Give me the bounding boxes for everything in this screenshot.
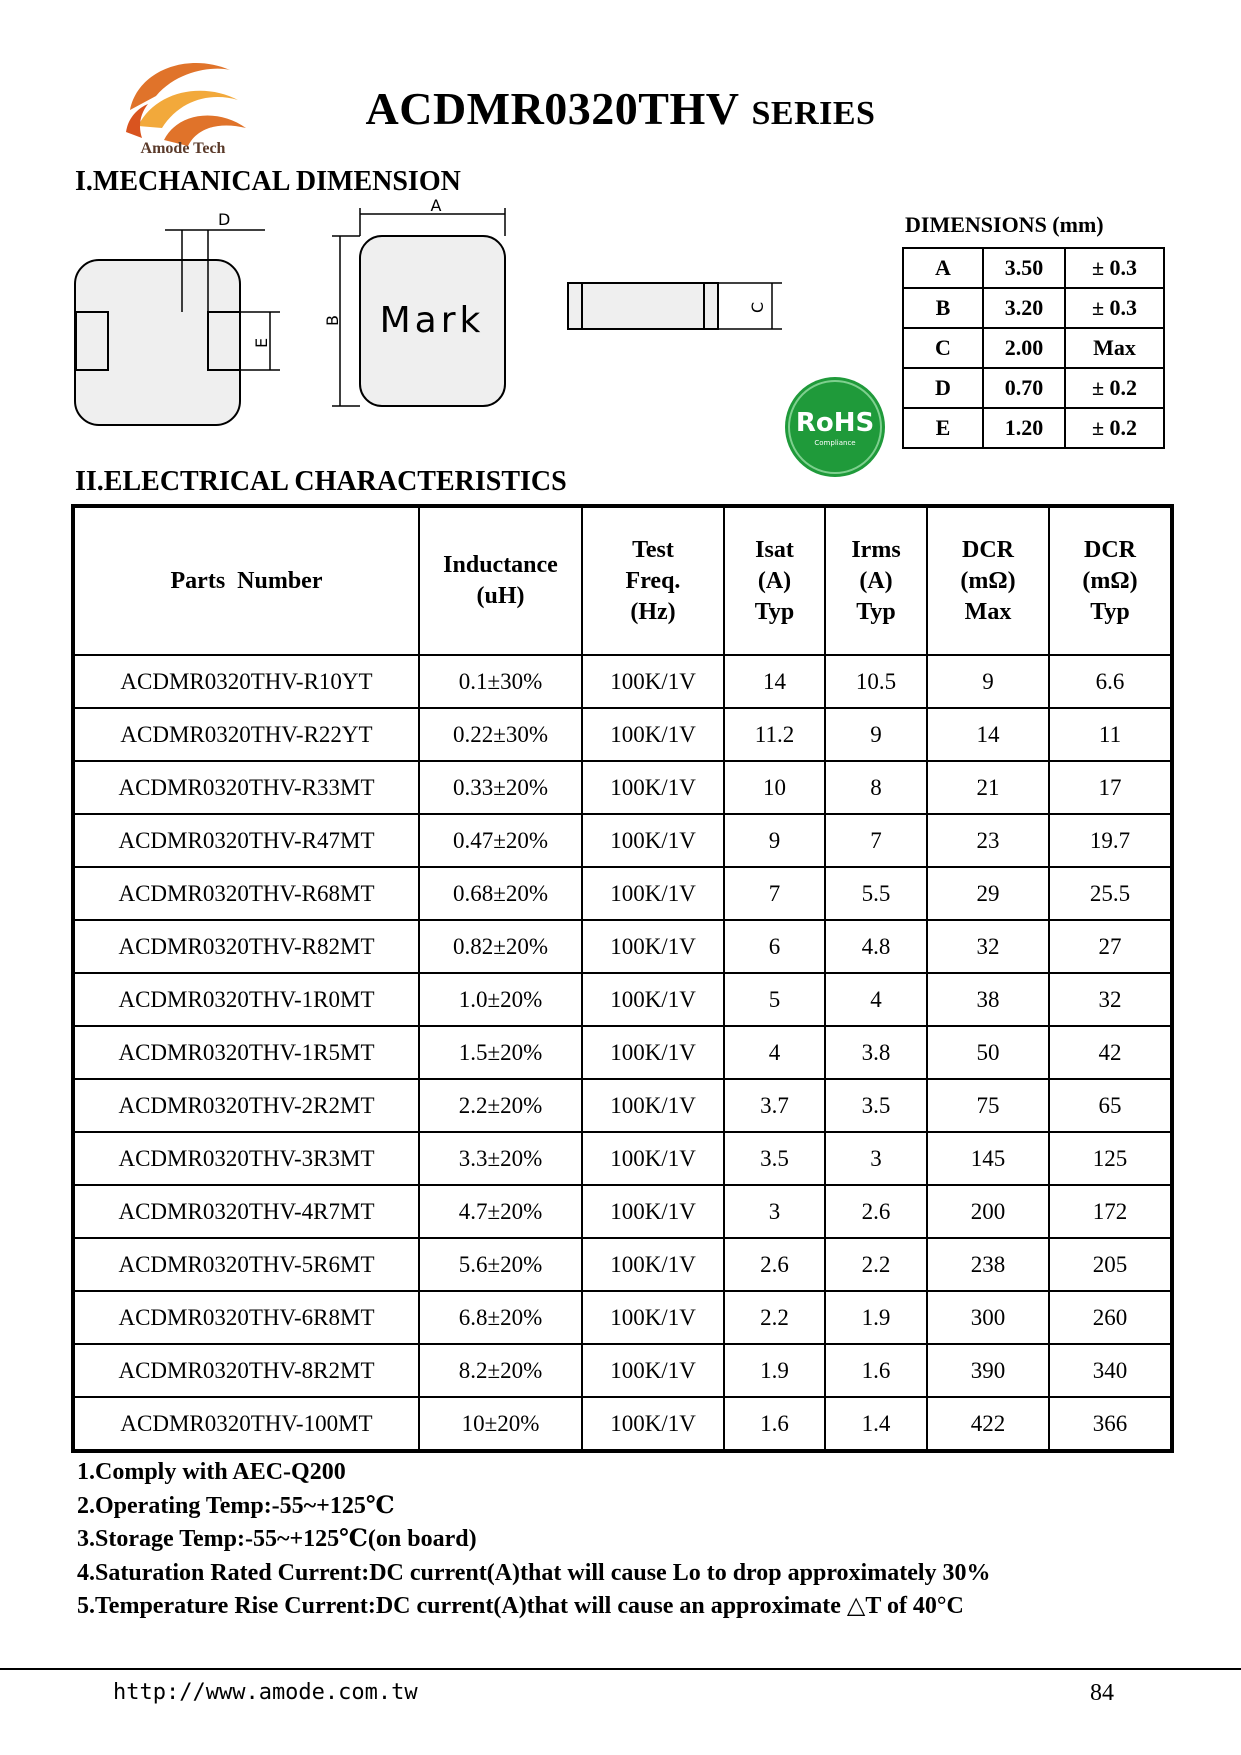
table-row — [73, 1238, 1172, 1291]
table-cell: 10±20% — [419, 1397, 582, 1451]
column-header-line: (uH) — [476, 583, 525, 609]
table-cell: 0.68±20% — [419, 867, 582, 920]
table-cell: 5 — [724, 973, 825, 1026]
rohs-text: RoHS — [795, 408, 875, 438]
table-cell: 23 — [927, 814, 1049, 867]
column-header — [825, 506, 927, 655]
electrical-table — [71, 504, 1174, 1453]
dim-label-a: A — [430, 196, 442, 215]
table-cell: ACDMR0320THV-2R2MT — [73, 1079, 419, 1132]
table-row — [73, 1132, 1172, 1185]
column-header-line: Typ — [1090, 598, 1130, 625]
table-cell: 21 — [927, 761, 1049, 814]
column-header-line: (mΩ) — [960, 567, 1016, 594]
table-cell: 9 — [825, 708, 927, 761]
dimension-row — [903, 408, 1164, 448]
column-header — [582, 506, 724, 655]
table-cell: 6.6 — [1049, 655, 1172, 708]
dimension-tolerance: Max — [1065, 328, 1164, 368]
table-cell: 100K/1V — [582, 1132, 724, 1185]
column-header — [724, 506, 825, 655]
dimension-value: 2.00 — [983, 328, 1065, 368]
table-row — [73, 708, 1172, 761]
dimension-row — [903, 368, 1164, 408]
table-cell: 32 — [927, 920, 1049, 973]
table-row — [73, 1397, 1172, 1451]
column-header-line: Parts Number — [170, 567, 323, 594]
dim-label-d: D — [218, 210, 231, 229]
table-cell: 390 — [927, 1344, 1049, 1397]
table-row — [73, 655, 1172, 708]
page-number: 84 — [1090, 1680, 1114, 1706]
footer-divider — [0, 1668, 1241, 1670]
table-row — [73, 1185, 1172, 1238]
table-cell: 100K/1V — [582, 1079, 724, 1132]
dimension-value: 0.70 — [983, 368, 1065, 408]
table-row — [73, 761, 1172, 814]
table-cell: 1.4 — [825, 1397, 927, 1451]
column-header-line: Isat — [755, 536, 794, 563]
table-cell: 300 — [927, 1291, 1049, 1344]
table-cell: 238 — [927, 1238, 1049, 1291]
table-cell: ACDMR0320THV-R47MT — [73, 814, 419, 867]
table-row — [73, 814, 1172, 867]
column-header-line: Inductance — [443, 552, 558, 578]
dim-label-c: C — [748, 301, 767, 313]
table-cell: 32 — [1049, 973, 1172, 1026]
table-cell: 9 — [724, 814, 825, 867]
table-cell: 0.22±30% — [419, 708, 582, 761]
table-cell: ACDMR0320THV-100MT — [73, 1397, 419, 1451]
column-header — [73, 506, 419, 655]
table-cell: ACDMR0320THV-1R5MT — [73, 1026, 419, 1079]
table-cell: 1.6 — [724, 1397, 825, 1451]
notes — [77, 1456, 991, 1624]
table-cell: 4.8 — [825, 920, 927, 973]
table-cell: 100K/1V — [582, 814, 724, 867]
dimension-tolerance: ± 0.2 — [1065, 368, 1164, 408]
table-cell: 260 — [1049, 1291, 1172, 1344]
table-cell: 3.5 — [724, 1132, 825, 1185]
table-cell: 100K/1V — [582, 1397, 724, 1451]
table-cell: 0.47±20% — [419, 814, 582, 867]
dimension-tolerance: ± 0.2 — [1065, 408, 1164, 448]
table-cell: 3 — [724, 1185, 825, 1238]
dimensions-title: DIMENSIONS (mm) — [905, 212, 1104, 237]
table-cell: 200 — [927, 1185, 1049, 1238]
table-cell: 17 — [1049, 761, 1172, 814]
dimension-key: C — [903, 328, 983, 368]
table-cell: 3.7 — [724, 1079, 825, 1132]
table-cell: 2.2±20% — [419, 1079, 582, 1132]
table-cell: 100K/1V — [582, 1185, 724, 1238]
table-cell: 4 — [724, 1026, 825, 1079]
table-cell: 100K/1V — [582, 655, 724, 708]
dimension-value: 3.50 — [983, 248, 1065, 288]
table-cell: 65 — [1049, 1079, 1172, 1132]
table-cell: 2.6 — [724, 1238, 825, 1291]
table-cell: 0.82±20% — [419, 920, 582, 973]
column-header-line: DCR — [962, 536, 1014, 563]
dimension-value: 3.20 — [983, 288, 1065, 328]
table-cell: 3.3±20% — [419, 1132, 582, 1185]
table-cell: 2.2 — [825, 1238, 927, 1291]
table-cell: 27 — [1049, 920, 1172, 973]
table-cell: 1.6 — [825, 1344, 927, 1397]
column-header-line: (mΩ) — [1082, 567, 1138, 594]
table-cell: ACDMR0320THV-8R2MT — [73, 1344, 419, 1397]
table-cell: 7 — [724, 867, 825, 920]
table-cell: 3.8 — [825, 1026, 927, 1079]
table-row — [73, 920, 1172, 973]
table-header-row — [73, 506, 1172, 655]
dimensions-table — [902, 247, 1165, 449]
table-cell: 100K/1V — [582, 1291, 724, 1344]
table-cell: 4 — [825, 973, 927, 1026]
section-mechanical-title: I.MECHANICAL DIMENSION — [75, 166, 461, 197]
table-cell: 100K/1V — [582, 973, 724, 1026]
table-cell: ACDMR0320THV-R10YT — [73, 655, 419, 708]
note-5: 5.Temperature Rise Current:DC current(A)that will cause an approximate △T of 40°C — [77, 1593, 964, 1619]
table-cell: ACDMR0320THV-R68MT — [73, 867, 419, 920]
table-cell: 11 — [1049, 708, 1172, 761]
table-cell: 25.5 — [1049, 867, 1172, 920]
table-cell: 172 — [1049, 1185, 1172, 1238]
mark-text: Mark — [379, 300, 485, 341]
table-cell: 2.2 — [724, 1291, 825, 1344]
table-row — [73, 1079, 1172, 1132]
table-cell: 422 — [927, 1397, 1049, 1451]
table-cell: ACDMR0320THV-4R7MT — [73, 1185, 419, 1238]
table-cell: 1.9 — [724, 1344, 825, 1397]
table-cell: 2.6 — [825, 1185, 927, 1238]
dimension-tolerance: ± 0.3 — [1065, 288, 1164, 328]
table-cell: 100K/1V — [582, 1026, 724, 1079]
table-cell: 10 — [724, 761, 825, 814]
table-cell: 29 — [927, 867, 1049, 920]
table-cell: ACDMR0320THV-3R3MT — [73, 1132, 419, 1185]
table-row — [73, 867, 1172, 920]
dimension-row — [903, 248, 1164, 288]
table-cell: 75 — [927, 1079, 1049, 1132]
dimension-key: E — [903, 408, 983, 448]
table-row — [73, 973, 1172, 1026]
table-cell: 14 — [724, 655, 825, 708]
note-1: 1.Comply with AEC-Q200 — [77, 1459, 346, 1485]
rohs-badge-icon — [783, 375, 887, 479]
table-cell: 340 — [1049, 1344, 1172, 1397]
table-cell: 205 — [1049, 1238, 1172, 1291]
side-view-drawing — [568, 283, 782, 329]
column-header-line: Test — [632, 536, 674, 563]
table-cell: 19.7 — [1049, 814, 1172, 867]
table-cell: 6.8±20% — [419, 1291, 582, 1344]
table-cell: ACDMR0320THV-6R8MT — [73, 1291, 419, 1344]
table-cell: 145 — [927, 1132, 1049, 1185]
table-cell: 5.5 — [825, 867, 927, 920]
table-cell: ACDMR0320THV-5R6MT — [73, 1238, 419, 1291]
table-cell: 1.5±20% — [419, 1026, 582, 1079]
table-cell: 10.5 — [825, 655, 927, 708]
table-cell: 125 — [1049, 1132, 1172, 1185]
column-header-line: Freq. — [625, 567, 681, 594]
table-cell: 0.33±20% — [419, 761, 582, 814]
table-cell: 0.1±30% — [419, 655, 582, 708]
table-cell: 42 — [1049, 1026, 1172, 1079]
table-cell: 100K/1V — [582, 1238, 724, 1291]
rohs-subtext: Compliance — [814, 439, 856, 447]
table-cell: ACDMR0320THV-R22YT — [73, 708, 419, 761]
column-header-line: Typ — [856, 598, 896, 625]
table-cell: ACDMR0320THV-R33MT — [73, 761, 419, 814]
note-3: 3.Storage Temp:-55~+125℃(on board) — [77, 1526, 477, 1552]
dimension-key: D — [903, 368, 983, 408]
bottom-view-drawing — [75, 210, 280, 425]
table-row — [73, 1026, 1172, 1079]
table-cell: 366 — [1049, 1397, 1172, 1451]
dimension-tolerance: ± 0.3 — [1065, 248, 1164, 288]
column-header-line: Irms — [851, 536, 901, 563]
mechanical-drawing — [70, 196, 790, 438]
table-cell: 100K/1V — [582, 708, 724, 761]
dimension-value: 1.20 — [983, 408, 1065, 448]
table-cell: 100K/1V — [582, 1344, 724, 1397]
column-header — [419, 506, 582, 655]
column-header-line: Max — [964, 598, 1012, 625]
footer-url: http://www.amode.com.tw — [113, 1680, 418, 1705]
table-cell: 8 — [825, 761, 927, 814]
table-cell: ACDMR0320THV-1R0MT — [73, 973, 419, 1026]
dimension-key: A — [903, 248, 983, 288]
dim-label-b: B — [323, 315, 342, 326]
table-cell: 1.0±20% — [419, 973, 582, 1026]
column-header — [927, 506, 1049, 655]
dimension-row — [903, 288, 1164, 328]
note-2: 2.Operating Temp:-55~+125℃ — [77, 1492, 395, 1519]
note-4: 4.Saturation Rated Current:DC current(A)that will cause Lo to drop approximately 30% — [77, 1559, 991, 1586]
series-name: ACDMR0320THV — [365, 83, 740, 134]
logo-text: Amode Tech — [140, 140, 226, 157]
table-row — [73, 1344, 1172, 1397]
table-cell: 8.2±20% — [419, 1344, 582, 1397]
column-header-line: Typ — [754, 598, 795, 625]
top-view-drawing — [323, 196, 505, 406]
table-cell: 100K/1V — [582, 920, 724, 973]
column-header-line: DCR — [1084, 536, 1136, 563]
table-cell: 50 — [927, 1026, 1049, 1079]
table-cell: 9 — [927, 655, 1049, 708]
table-cell: ACDMR0320THV-R82MT — [73, 920, 419, 973]
table-cell: 100K/1V — [582, 761, 724, 814]
column-header-line: (Hz) — [630, 598, 676, 625]
dim-label-e: E — [252, 337, 271, 348]
table-cell: 4.7±20% — [419, 1185, 582, 1238]
column-header — [1049, 506, 1172, 655]
column-header-line: (A) — [757, 567, 792, 594]
column-header-line: (A) — [859, 567, 893, 594]
table-cell: 1.9 — [825, 1291, 927, 1344]
table-cell: 38 — [927, 973, 1049, 1026]
table-cell: 11.2 — [724, 708, 825, 761]
series-label: SERIES — [751, 95, 876, 132]
table-cell: 14 — [927, 708, 1049, 761]
table-cell: 6 — [724, 920, 825, 973]
dimension-key: B — [903, 288, 983, 328]
table-cell: 100K/1V — [582, 867, 724, 920]
table-cell: 5.6±20% — [419, 1238, 582, 1291]
dimension-row — [903, 328, 1164, 368]
table-cell: 3.5 — [825, 1079, 927, 1132]
page-title — [0, 82, 1241, 135]
table-cell: 3 — [825, 1132, 927, 1185]
table-cell: 7 — [825, 814, 927, 867]
section-electrical-title: II.ELECTRICAL CHARACTERISTICS — [75, 466, 567, 497]
table-row — [73, 1291, 1172, 1344]
